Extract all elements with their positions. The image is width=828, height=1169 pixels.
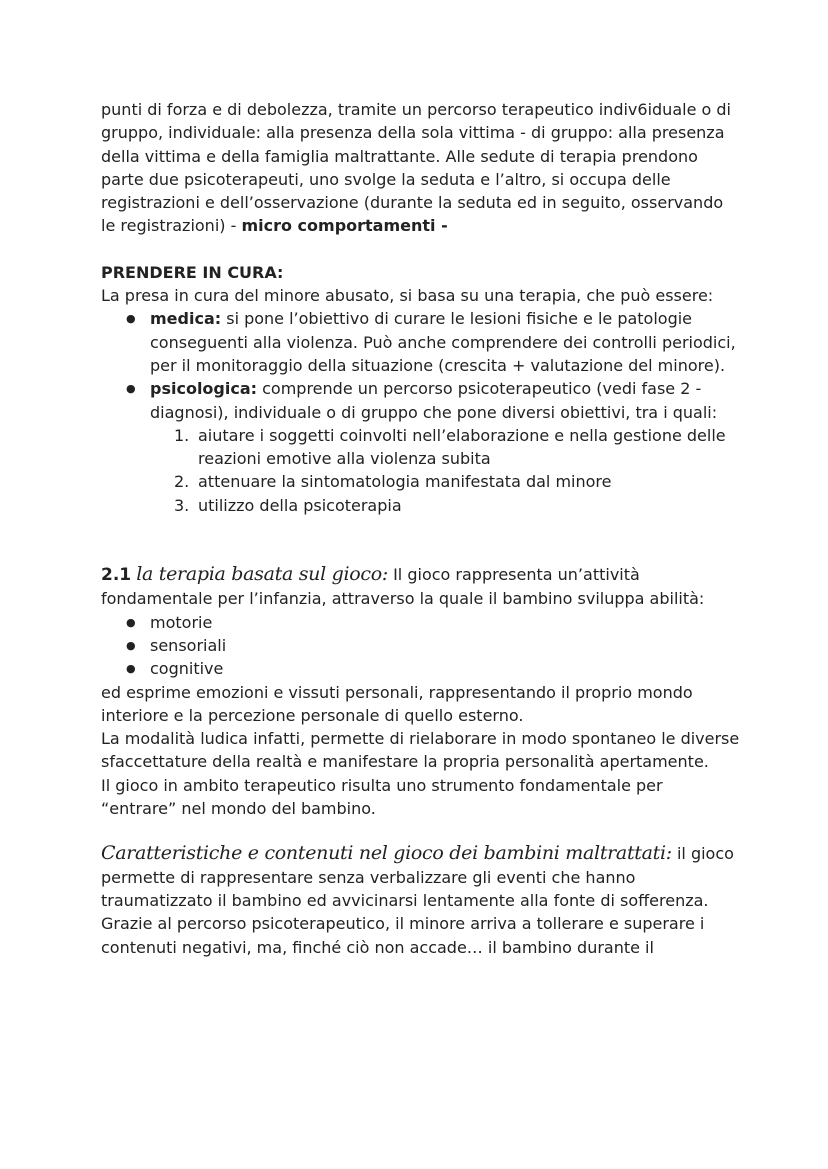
list-item: ● motorie (101, 611, 741, 634)
list-item-psicologica: ● psicologica: comprende un percorso psicoterapeutico (vedi fase 2 - diagnosi), individuale o di gruppo che pone diversi obiettivi, tra i quali: 1. aiutare i soggetti coinvolti nell’elaborazione e nella gestione delle reazioni emotive alla violenza subita 2. attenuare la sintomatologia manifestata dal minore 3. utilizzo della psicoterapia (101, 377, 741, 517)
term-psicologica: psicologica: (150, 379, 258, 399)
intro-text: punti di forza e di debolezza, tramite un percorso terapeutico indiv6iduale o di gruppo, individuale: alla presenza della sola vittima - di gruppo: alla presenza della vittima e della famiglia maltrattante. Alle sedute di terapia prendono parte due psicoterapeuti, uno svolge la seduta e l’altro, si occupa delle registrazioni e dell’osservazione (durante la seduta ed in seguito, osservando le registrazioni) - (101, 100, 731, 236)
therapy-type-list (101, 307, 741, 517)
gioco-p3: Il gioco in ambito terapeutico risulta uno strumento fondamentale per “entrare” nel mondo del bambino. (101, 775, 663, 819)
section-number: 2.1 (101, 565, 132, 586)
gioco-paragraph: 2.1 la terapia basata sul gioco: Il gioco rappresenta un’attività fondamentale per l’infanzia, attraverso la quale il bambino sviluppa abilità: (101, 563, 705, 609)
list-item: ● cognitive (101, 657, 741, 680)
gioco-p2: La modalità ludica infatti, permette di rielaborare in modo spontaneo le diverse sfaccettature della realtà e manifestare la propria personalità apertamente. (101, 729, 740, 772)
objectives-list (150, 424, 741, 517)
prendere-lead: La presa in cura del minore abusato, si basa su una terapia, che può essere: (101, 286, 714, 306)
list-item: 2. attenuare la sintomatologia manifestata dal minore (174, 472, 612, 492)
list-item: 3. utilizzo della psicoterapia (174, 495, 402, 515)
list-item: ● sensoriali (101, 634, 741, 657)
caratteristiche-p2: Grazie al percorso psicoterapeutico, il minore arriva a tollerare e superare i contenuti negativi, ma, finché ciò non accade… il bambino durante il (101, 914, 705, 957)
document-page (101, 98, 741, 959)
term-medica: medica: (150, 309, 222, 329)
abilities-list (101, 611, 741, 681)
caratteristiche-title: Caratteristiche e contenuti nel gioco dei bambini maltrattati: (101, 842, 672, 865)
intro-bold-end: micro comportamenti - (241, 216, 448, 236)
list-item-medica: ● medica: si pone l’obiettivo di curare le lesioni fisiche e le patologie conseguenti alla violenza. Può anche comprendere dei controlli periodici, per il monitoraggio della situazione (crescita + valutazione del minore). (101, 307, 741, 377)
caratteristiche-paragraph: Caratteristiche e contenuti nel gioco dei bambini maltrattati: il gioco permette di rappresentare senza verbalizzare gli eventi che hanno traumatizzato il bambino ed avvicinarsi lentamente alla fonte di sofferenza. (101, 842, 734, 910)
gioco-title: la terapia basata sul gioco: (136, 563, 388, 586)
intro-paragraph (101, 98, 741, 238)
list-item: 1. aiutare i soggetti coinvolti nell’elaborazione e nella gestione delle reazioni emotive alla violenza subita (174, 425, 726, 469)
gioco-p1: ed esprime emozioni e vissuti personali, rappresentando il proprio mondo interiore e la percezione personale di quello esterno. (101, 682, 693, 725)
prendere-heading: PRENDERE IN CURA: (101, 262, 284, 282)
